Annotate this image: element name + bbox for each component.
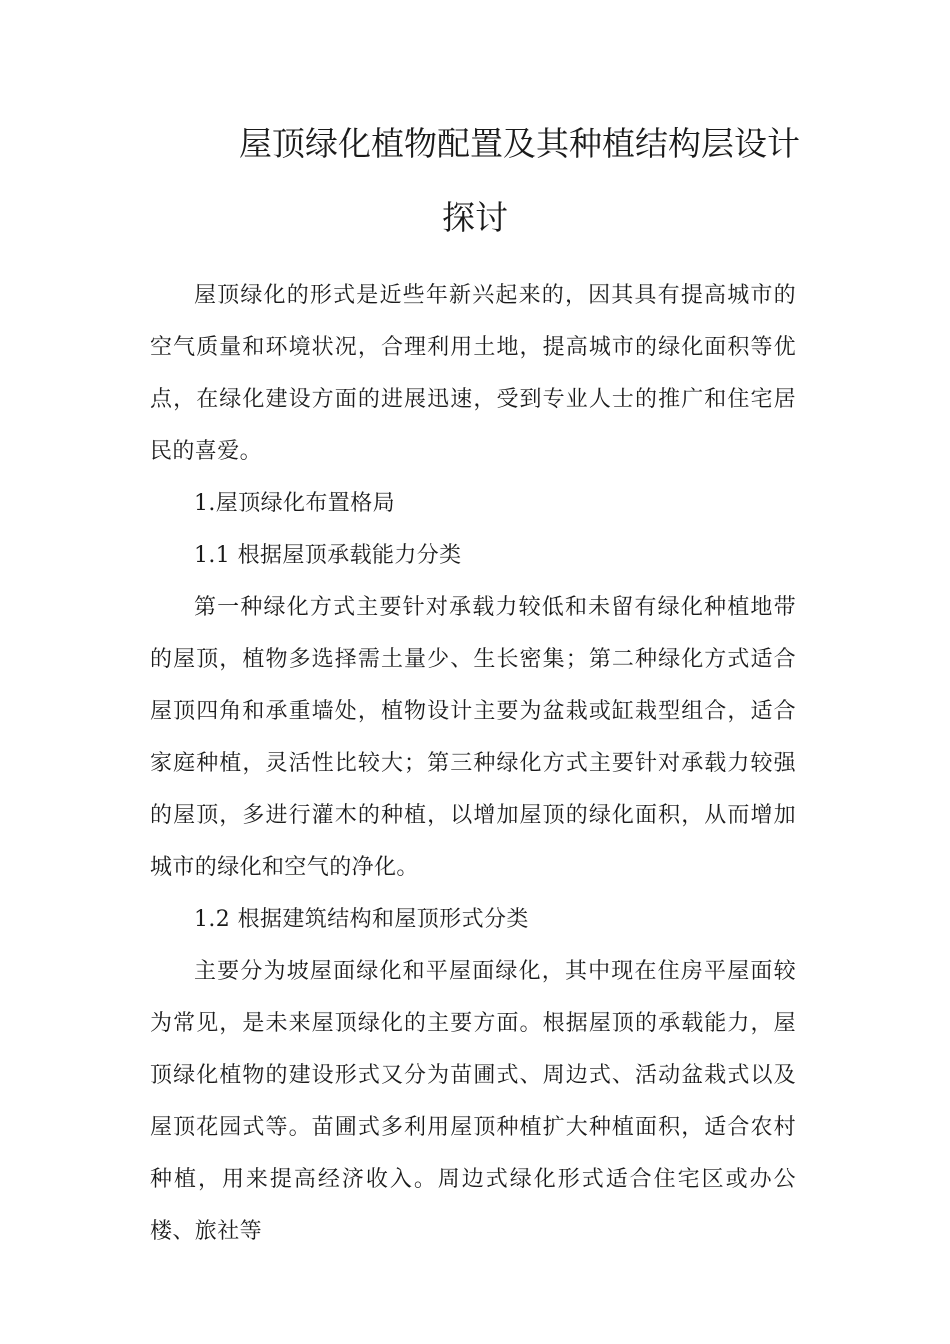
intro-paragraph: 屋顶绿化的形式是近些年新兴起来的，因其具有提高城市的空气质量和环境状况，合理利用土地，提高城市的绿化面积等优点，在绿化建设方面的进展迅速，受到专业人士的推广和住宅居民的喜爱。 <box>150 283 796 464</box>
section-heading-1: 1.屋顶绿化布置格局 <box>194 491 395 516</box>
paragraph-load-capacity: 第一种绿化方式主要针对承载力较低和未留有绿化种植地带的屋顶，植物多选择需土量少、生长密集；第二种绿化方式适合屋顶四角和承重墙处，植物设计主要为盆栽或缸栽型组合，适合家庭种植，灵活性比较大；第三种绿化方式主要针对承载力较强的屋顶，多进行灌木的种植，以增加屋顶的绿化面积，从而增加城市的绿化和空气的净化。 <box>150 595 796 880</box>
document-body <box>150 270 796 1258</box>
paragraph-roof-forms: 主要分为坡屋面绿化和平屋面绿化，其中现在住房平屋面较为常见，是未来屋顶绿化的主要方面。根据屋顶的承载能力，屋顶绿化植物的建设形式又分为苗圃式、周边式、活动盆栽式以及屋顶花园式等。苗圃式多利用屋顶种植扩大种植面积，适合农村种植，用来提高经济收入。周边式绿化形式适合住宅区或办公楼、旅社等 <box>150 959 796 1244</box>
subsection-heading-1-1: 1.1 根据屋顶承载能力分类 <box>194 543 462 568</box>
subsection-heading-1-2: 1.2 根据建筑结构和屋顶形式分类 <box>194 907 529 932</box>
document-title-line-2: 探讨 <box>442 198 508 237</box>
document-title-line-1: 屋顶绿化植物配置及其种植结构层设计 <box>239 124 800 163</box>
